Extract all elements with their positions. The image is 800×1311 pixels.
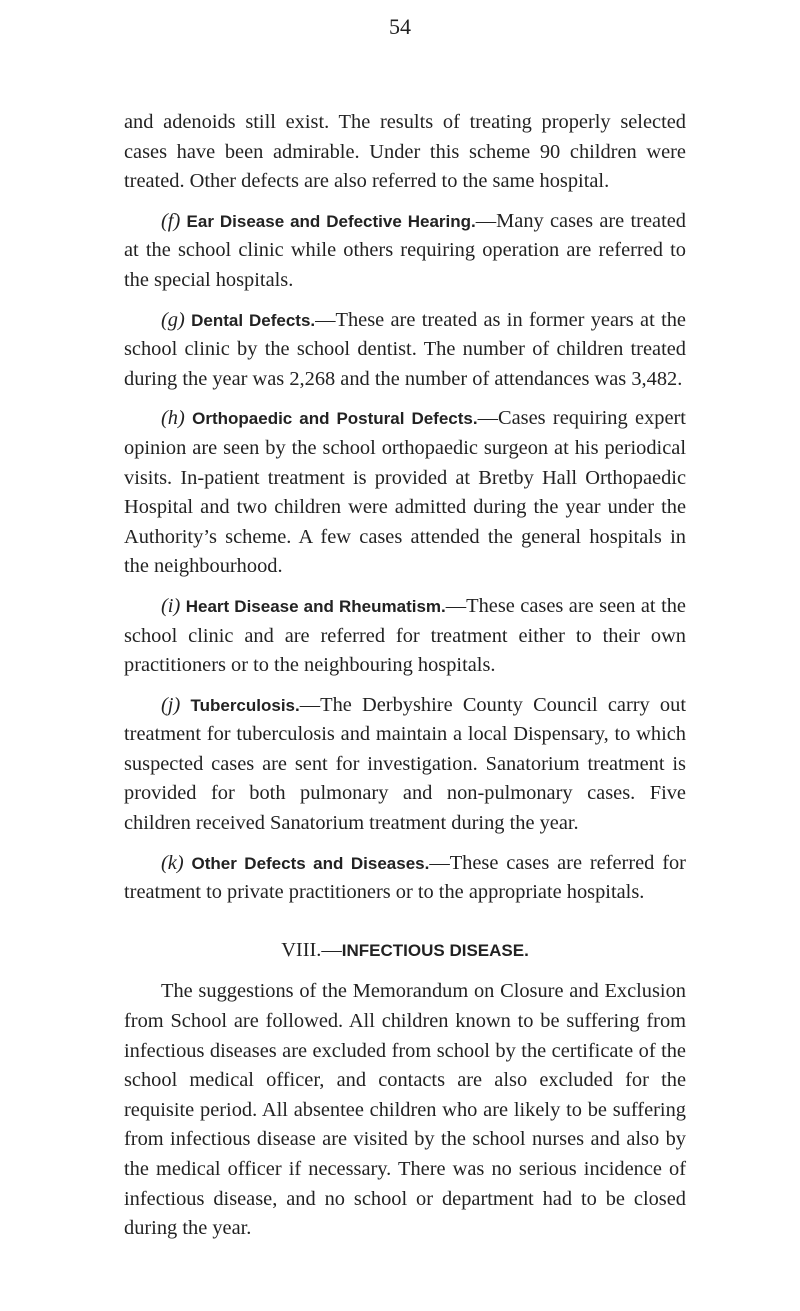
item-other-defects <box>124 849 686 908</box>
item-orthopaedic-defects <box>124 404 686 582</box>
item-dental-defects <box>124 306 686 395</box>
item-label: (h) <box>161 407 185 430</box>
item-label: (g) <box>161 308 185 331</box>
item-heading: Heart Disease and Rheumatism. <box>185 596 446 616</box>
item-text: —Cases requiring expert opinion are seen by the school orthopaedic surgeon at his periodical visits. In-patient treatment is provided at Bretby Hall Orthopaedic Hospital and two children were admitted during the year under the Authority’s scheme. A few cases attended the general hospitals in the neighbourhood. <box>124 407 686 578</box>
item-text: —Many cases are treated at the school clinic while others requiring operation are referred to the special hospitals. <box>124 209 686 291</box>
item-label: (f) <box>161 209 181 232</box>
item-tuberculosis <box>124 691 686 839</box>
section-paragraph: The suggestions of the Memorandum on Closure and Exclusion from School are followed. All children known to be suffering from infectious diseases are excluded from school by the certificate of the school medical officer, and contacts are also excluded for the requisite period. All absentee children who are likely to be suffering from infectious disease are visited by the school nurses and also by the medical officer if necessary. There was no serious incidence of infectious disease, and no school or department had to be closed during the year. <box>124 980 686 1240</box>
item-heart-disease <box>124 592 686 681</box>
item-label: (i) <box>161 594 181 617</box>
page-number: 54 <box>389 14 411 39</box>
intro-paragraph: and adenoids still exist. The results of treating properly selected cases have been admirable. Under this scheme 90 children were treated. Other defects are also referred to the same hospital. <box>124 111 686 193</box>
item-text: —These are treated as in former years at the school clinic by the school dentist. The number of children treated during the year was 2,268 and the number of attendances was 3,482. <box>124 308 686 390</box>
item-label: (j) <box>161 693 181 716</box>
item-text: —These cases are seen at the school clinic and are referred for treatment either to their own practitioners or to the neighbouring hospitals. <box>124 594 686 677</box>
body-text <box>124 108 686 1254</box>
section-heading <box>124 936 686 966</box>
section-number: VIII.— <box>281 938 342 961</box>
item-label: (k) <box>161 851 184 874</box>
item-heading: Orthopaedic and Postural Defects. <box>192 409 478 429</box>
section-title: INFECTIOUS DISEASE. <box>341 940 529 960</box>
item-heading: Ear Disease and Defective Hearing. <box>186 211 476 231</box>
item-heading: Tuberculosis. <box>190 695 300 715</box>
item-ear-disease <box>124 207 686 296</box>
item-heading: Other Defects and Diseases. <box>191 853 430 873</box>
item-text: —These cases are referred for treatment to private practitioners or to the appropriate hospitals. <box>124 851 686 904</box>
item-heading: Dental Defects. <box>191 310 316 330</box>
item-text: —The Derbyshire County Council carry out treatment for tuberculosis and maintain a local Dispensary, to which suspected cases are sent for investigation. Sanatorium treatment is provided for both pulmonary and non-pulmonary cases. Five children received Sanatorium treatment during the year. <box>124 693 686 835</box>
